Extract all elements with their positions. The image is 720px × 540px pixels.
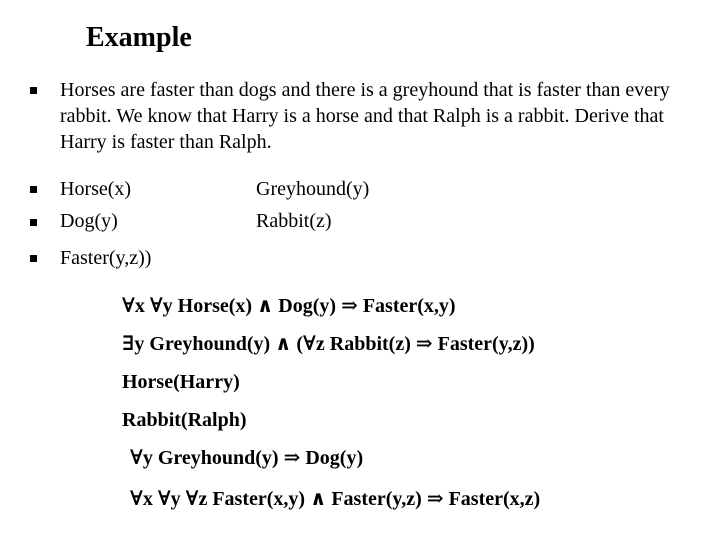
- predicate-rabbit: Rabbit(z): [256, 210, 332, 232]
- predicate-dog: Dog(y): [60, 210, 118, 232]
- formula-faster-transitive: ∀x ∀y ∀z Faster(x,y) ∧ Faster(y,z) ⇒ Faster(x,z): [130, 488, 541, 510]
- bullet-marker: [30, 87, 37, 94]
- formula-greyhound-is-dog: ∀y Greyhound(y) ⇒ Dog(y): [130, 447, 364, 469]
- formula-greyhound-faster-than-rabbits: ∃y Greyhound(y) ∧ (∀z Rabbit(z) ⇒ Faster(y,z)): [122, 333, 535, 355]
- formula-rabbit-ralph: Rabbit(Ralph): [122, 409, 247, 431]
- bullet-marker: [30, 186, 37, 193]
- formula-horse-harry: Horse(Harry): [122, 371, 240, 393]
- problem-statement: Horses are faster than dogs and there is a greyhound that is faster than every rabbit. We know that Harry is a horse and that Ralph is a rabbit. Derive that Harry is faster than Ralph.: [60, 79, 670, 153]
- bullet-marker: [30, 255, 37, 262]
- slide-title: Example: [86, 22, 192, 53]
- predicate-faster: Faster(y,z)): [60, 247, 152, 269]
- bullet-marker: [30, 219, 37, 226]
- predicate-horse: Horse(x): [60, 178, 132, 200]
- predicate-greyhound: Greyhound(y): [256, 178, 370, 200]
- formula-horses-faster-than-dogs: ∀x ∀y Horse(x) ∧ Dog(y) ⇒ Faster(x,y): [122, 295, 456, 317]
